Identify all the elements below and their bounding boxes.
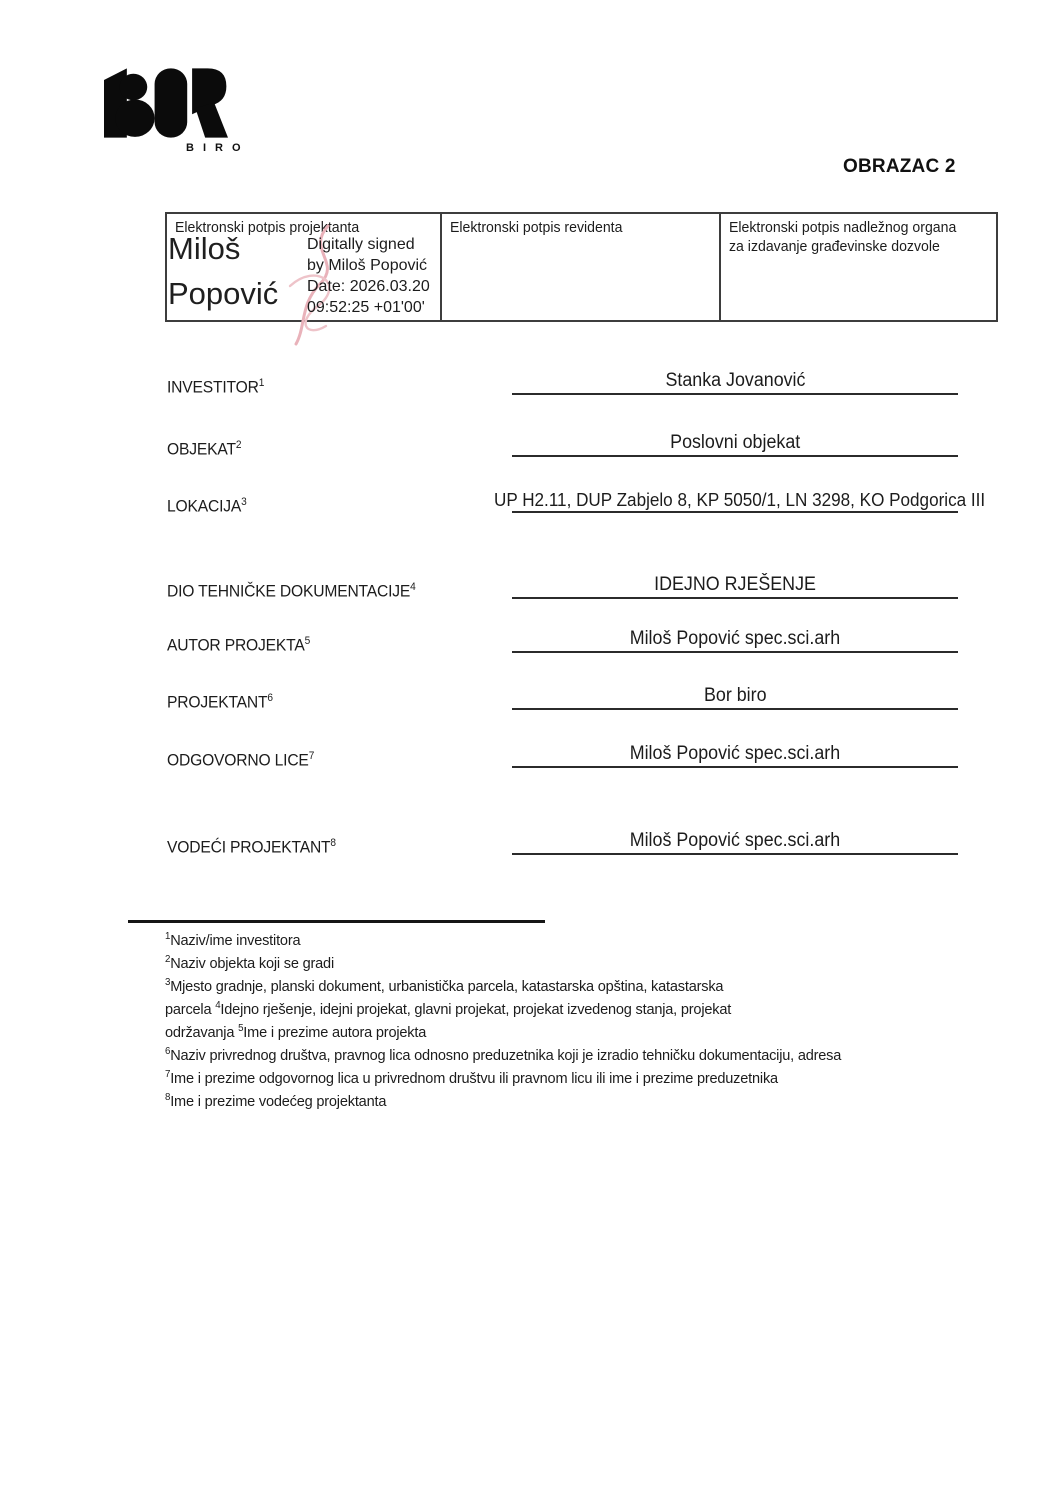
- signature-cell-revident-header: Elektronski potpis revidenta: [450, 219, 623, 236]
- signature-cell-revident: [442, 214, 721, 320]
- form-value-lokacija-prefix: UP: [494, 490, 523, 510]
- signature-cell-projektant-header: Elektronski potpis projektanta: [175, 219, 360, 236]
- bor-logo-subtext: BIRO: [186, 142, 250, 154]
- signature-name-line2: Popović: [168, 276, 279, 311]
- form-label-vodeci-projektant: VODEĆI PROJEKTANT$^8$: [167, 837, 336, 857]
- form-value-odgovorno-lice: Miloš Popović spec.sci.arh: [512, 740, 958, 768]
- footnote-line: $^7$Ime i prezime odgovornog lica u privrednom društvu ili pravnom licu ili ime i prezime preduzetnika: [165, 1069, 778, 1087]
- obrazac-label: OBRAZAC 2: [843, 156, 956, 177]
- footnotes: [165, 927, 873, 1111]
- signature-name-line1: Miloš: [168, 231, 241, 266]
- footnote-line: parcela $^4$Idejno rješenje, idejni projekat, glavni projekat, projekat izvedenog stanja, projekat: [165, 1000, 732, 1018]
- form-label-autor-projekta: AUTOR PROJEKTA$^5$: [167, 635, 311, 655]
- footnote-line: $^3$Mjesto gradnje, planski dokument, urbanistička parcela, katastarska opština, katastarska: [165, 977, 724, 995]
- form-value-vodeci-projektant: Miloš Popović spec.sci.arh: [512, 827, 958, 855]
- bor-logo: [104, 66, 264, 161]
- form-label-investitor: INVESTITOR$^1$: [167, 377, 265, 397]
- form-label-dio-tehnicke-dokumentacije: DIO TEHNIČKE DOKUMENTACIJE$^4$: [167, 581, 416, 601]
- form-value-lokacija: [494, 487, 986, 512]
- form-label-odgovorno-lice: ODGOVORNO LICE$^7$: [167, 750, 315, 770]
- signature-detail-line4: 09:52:25 +01'00': [307, 299, 425, 316]
- form-label-objekat: OBJEKAT$^2$: [167, 439, 242, 459]
- footnote-line: održavanja $^5$Ime i prezime autora projekta: [165, 1023, 427, 1041]
- bor-logo-mark-icon: [104, 66, 228, 140]
- signature-detail-line1: Digitally signed: [307, 236, 415, 253]
- form-value-objekat: Poslovni objekat: [512, 429, 958, 457]
- form-value-investitor: Stanka Jovanović: [512, 367, 958, 395]
- form-label-lokacija: LOKACIJA$^3$: [167, 496, 247, 516]
- form-underline-lokacija: [512, 511, 958, 513]
- footnote-divider: [128, 920, 545, 923]
- form-value-autor-projekta: Miloš Popović spec.sci.arh: [512, 625, 958, 653]
- form-value-dio-tehnicke-dokumentacije: IDEJNO RJEŠENJE: [512, 571, 958, 599]
- form-value-lokacija-text: H2.11, DUP Zabjelo 8, KP 5050/1, LN 3298, KO Podgorica III: [522, 490, 986, 510]
- signature-details: [307, 234, 430, 318]
- signature-detail-line2: by Miloš Popović: [307, 257, 428, 274]
- signature-table: [165, 212, 998, 322]
- footnote-line: $^2$Naziv objekta koji se gradi: [165, 954, 335, 972]
- footnote-line: $^1$Naziv/ime investitora: [165, 931, 301, 949]
- form-label-projektant: PROJEKTANT$^6$: [167, 692, 273, 712]
- signature-name: [168, 226, 278, 316]
- form-value-projektant: Bor biro: [512, 682, 958, 710]
- signature-detail-line3: Date: 2026.03.20: [307, 278, 430, 295]
- footnote-line: $^8$Ime i prezime vodećeg projektanta: [165, 1092, 387, 1110]
- signature-cell-nadlezni-organ-header: Elektronski potpis nadležnog organa za izdavanje građevinske dozvole: [729, 219, 957, 255]
- footnote-line: $^6$Naziv privrednog društva, pravnog lica odnosno preduzetnika koji je izradio tehničku dokumentaciju, adresa: [165, 1046, 842, 1064]
- signature-cell-nadlezni-organ: [721, 214, 994, 320]
